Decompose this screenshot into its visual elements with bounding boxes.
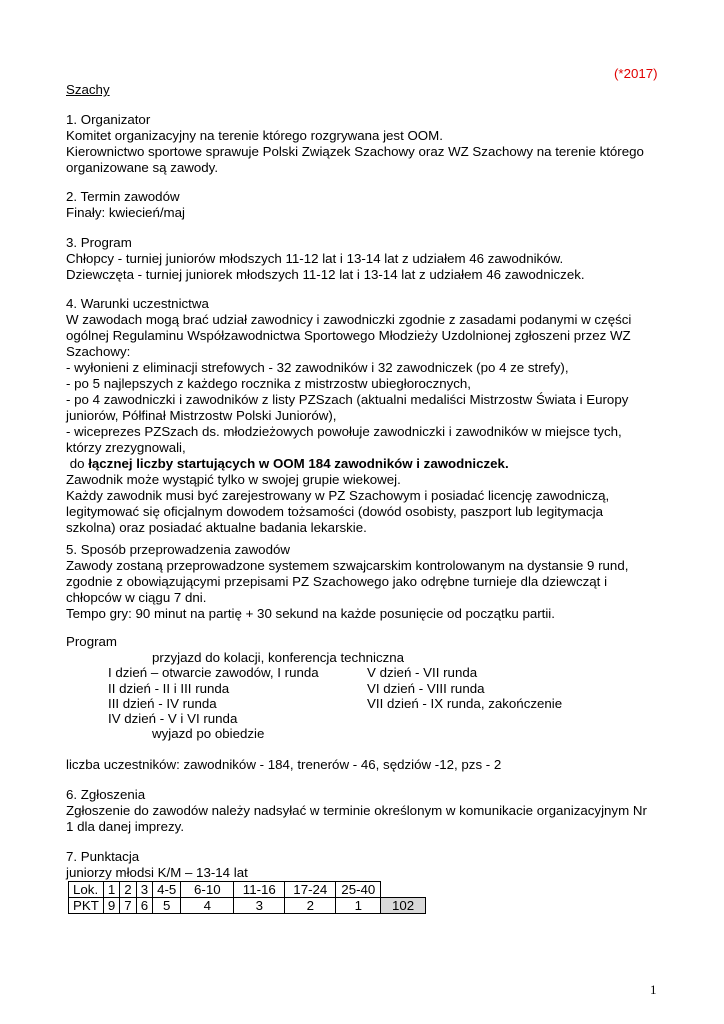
table-cell: 7 <box>120 898 136 914</box>
program-arrival: przyjazd do kolacji, konferencja techniczna <box>152 650 405 665</box>
program-day: IV dzień - V i VI runda <box>108 711 238 726</box>
section-program <box>66 235 585 283</box>
program-day: VI dzień - VIII runda <box>367 681 485 696</box>
section-scoring <box>66 849 248 881</box>
text-line: organizowane są zawody. <box>66 160 219 175</box>
table-cell: 9 <box>103 898 119 914</box>
table-cell: 11-16 <box>234 882 285 898</box>
section-dates <box>66 189 185 221</box>
section-heading: 3. Program <box>66 235 132 250</box>
section-conditions <box>66 296 631 536</box>
section-heading: 2. Termin zawodów <box>66 189 180 204</box>
page-number: 1 <box>650 982 657 997</box>
text-line: juniorów, Półfinał Mistrzostw Polski Juniorów), <box>66 408 337 423</box>
table-cell: 17-24 <box>285 882 336 898</box>
table-cell: 5 <box>153 898 181 914</box>
program-day: III dzień - IV runda <box>108 696 217 711</box>
text-line: Komitet organizacyjny na terenie którego rozgrywana jest OOM. <box>66 128 443 143</box>
text-line: 1 dla danej imprezy. <box>66 819 185 834</box>
text-line: - wiceprezes PZSzach ds. młodzieżowych powołuje zawodniczki i zawodników w miejsce tych, <box>66 424 622 439</box>
section-heading: 4. Warunki uczestnictwa <box>66 296 209 311</box>
year-tag: (*2017) <box>614 66 658 81</box>
text-line: ogólnej Regulaminu Współzawodnictwa Sportowego Młodzieży Uzdolnionej zgłoszeni przez WZ <box>66 328 631 343</box>
table-cell: 1 <box>336 898 381 914</box>
text-line: Każdy zawodnik musi być zarejestrowany w PZ Szachowym i posiadać licencję zawodniczą, <box>66 488 610 503</box>
program-day: VII dzień - IX runda, zakończenie <box>367 696 563 711</box>
table-cell: 3 <box>234 898 285 914</box>
table-cell: 2 <box>285 898 336 914</box>
table-cell: 3 <box>136 882 152 898</box>
section-heading: 5. Sposób przeprowadzenia zawodów <box>66 542 290 557</box>
table-cell: 1 <box>103 882 119 898</box>
program-day: V dzień - VII runda <box>367 665 478 680</box>
text-line: Chłopcy - turniej juniorów młodszych 11-12 lat i 13-14 lat z udziałem 46 zawodników. <box>66 251 564 266</box>
text-line: zgodnie z obowiązującymi przepisami PZ Szachowego jako odrębne turnieje dla dziewcząt i <box>66 574 608 589</box>
scoring-subtitle: juniorzy młodsi K/M – 13-14 lat <box>66 865 248 880</box>
section-heading: 7. Punktacja <box>66 849 140 864</box>
program-day: I dzień – otwarcie zawodów, I runda <box>108 665 319 680</box>
text-line: chłopców w ciągu 7 dni. <box>66 590 207 605</box>
table-cell: PKT <box>69 898 104 914</box>
table-cell: 4 <box>181 898 234 914</box>
text-line: Zawody zostaną przeprowadzone systemem szwajcarskim kontrolowanym na dystansie 9 rund, <box>66 558 629 573</box>
table-cell: 4-5 <box>153 882 181 898</box>
text-line: - po 5 najlepszych z każdego rocznika z mistrzostw ubiegłorocznych, <box>66 376 471 391</box>
table-cell-empty <box>381 882 426 898</box>
text-line: Finały: kwiecień/maj <box>66 205 185 220</box>
program-departure: wyjazd po obiedzie <box>152 726 265 741</box>
text-line: Tempo gry: 90 minut na partię + 30 sekund na każde posunięcie od początku partii. <box>66 606 555 621</box>
text-line: - po 4 zawodniczki i zawodników z listy PZSzach (aktualni medaliści Mistrzostw Świata i Europy <box>66 392 629 407</box>
table-cell: 25-40 <box>336 882 381 898</box>
program-heading: Program <box>66 634 117 649</box>
text-line: Dziewczęta - turniej juniorek młodszych 11-12 lat i 13-14 lat z udziałem 46 zawodniczek. <box>66 267 585 282</box>
text-line: legitymować się oficjalnym dowodem tożsamości (dowód osobisty, paszport lub legitymacja <box>66 504 604 519</box>
section-organizer <box>66 112 644 176</box>
text-line: Szachowy: <box>66 344 131 359</box>
table-cell: 2 <box>120 882 136 898</box>
table-cell: 6 <box>136 898 152 914</box>
table-row <box>69 882 426 898</box>
text-line: szkolna) oraz posiadać aktualne badania lekarskie. <box>66 520 367 535</box>
section-heading: 1. Organizator <box>66 112 151 127</box>
table-cell: Lok. <box>69 882 104 898</box>
text-line: W zawodach mogą brać udział zawodnicy i zawodniczki zgodnie z zasadami podanymi w części <box>66 312 632 327</box>
text-line: - wyłonieni z eliminacji strefowych - 32 zawodników i 32 zawodniczek (po 4 ze strefy), <box>66 360 569 375</box>
table-total-cell: 102 <box>381 898 426 914</box>
bold-line-text: łącznej liczby startujących w OOM 184 zawodników i zawodniczek. <box>88 456 509 471</box>
section-procedure <box>66 542 628 622</box>
document-title: Szachy <box>66 82 110 97</box>
scoring-table <box>68 881 426 914</box>
participants-count: liczba uczestników: zawodników - 184, trenerów - 46, sędziów -12, pzs - 2 <box>66 757 502 772</box>
program-day: II dzień - II i III runda <box>108 681 230 696</box>
section-registration <box>66 787 647 835</box>
text-line: Zawodnik może wystąpić tylko w swojej grupie wiekowej. <box>66 472 401 487</box>
bold-line-prefix: do <box>66 456 89 471</box>
section-heading: 6. Zgłoszenia <box>66 787 146 802</box>
table-cell: 6-10 <box>181 882 234 898</box>
table-row <box>69 898 426 914</box>
text-line: Zgłoszenie do zawodów należy nadsyłać w terminie określonym w komunikacie organizacyjnym Nr <box>66 803 647 818</box>
bold-line <box>66 456 631 472</box>
text-line: Kierownictwo sportowe sprawuje Polski Związek Szachowy oraz WZ Szachowy na terenie którego <box>66 144 644 159</box>
text-line: którzy zrezygnowali, <box>66 440 186 455</box>
